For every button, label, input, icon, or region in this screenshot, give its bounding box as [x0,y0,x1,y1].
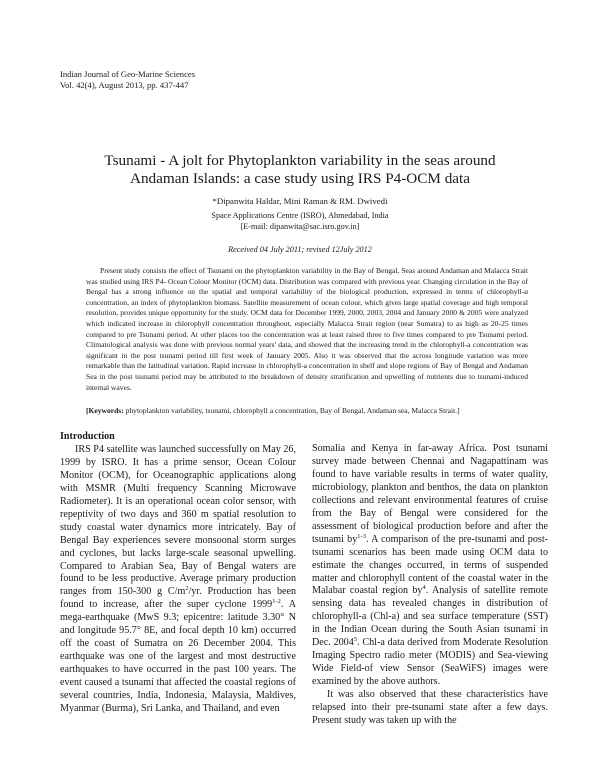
keywords [86,406,528,417]
citation-4: 4 [422,584,426,592]
intro-text-2d: . Chl-a data derived from Moderate Resolution Imaging Spectro radio meter (MODIS) and Sea-viewing Wide Field-of view Sensor (SeaWiFS) images were examined by the above authors. [312,637,548,688]
intro-paragraph-1 [60,444,296,716]
abstract-text-1: Present study consists the effect of Tsunami on the phytoplankton variability in the Bay of Bengal, Seas around Andaman and Malacca Strait was studied using IRS P4- Ocean Colour Monitor (OCM) data. Distribution was compared with previous year. Changing circulation in the Bay of Bengal has a strong influence on the spatial and temporal variability of the biological production, expressed in terms of chlorophyll- [86,266,528,297]
abstract-italic-a: a [524,287,528,297]
intro-paragraph-2: It was also observed that these characteristics have relapsed into their pre-tsunami state after a few days. Present study was taken up with the [312,689,548,727]
journal-issue: Vol. 42(4), August 2013, pp. 437-447 [60,80,189,90]
intro-text-2c: . Analysis of satellite remote sensing data has revealed changes in distribution of chlorophyll-a (Chl-a) and sea surface temperature (SST) in the Indian Ocean during the South Asian tsunami in Dec. 2004 [312,585,548,649]
superscript-2: 2 [185,585,189,593]
intro-text-2b: . A comparison of the pre-tsunami and post-tsunami scenarios has been made using OCM data to estimate the changes occurred, in terms of suspended matter and chlorophyll content of the coastal water in the Malabar coastal region by [312,533,548,597]
affiliation-email: [E-mail: dipanwita@sac.isro.gov.in] [240,221,360,231]
journal-header [60,69,195,91]
column-right [312,443,548,728]
intro-text-1a: IRS P4 satellite was launched successfully on May 26, 1999 by ISRO. It has a prime sensor, Ocean Colour Monitor (OCM), for Oceanographic applications along with MSMR (Multi frequency Scanning Microwave Radiometer). It is an operational ocean color sensor, with repeptivity of two days and 360 m spatial resolution to study coastal water dynamics more intricately. Bay of Bengal Bay experiences severe monsoonal storm surges and cyclones, but lacks large-scale seasonal upwelling. Compared to Arabian Sea, Bay of Bengal waters are found to be less productive. Average primary production ranges from 150-300 g C/m [60,443,296,598]
authors: *Dipanwita Haldar, Mini Raman & RM. Dwivedi [212,196,388,206]
keywords-label: [Keywords: [86,406,124,415]
paper-title [40,152,560,188]
intro-text-1c: . A mega-earthquake (MwS 9.3; epicentre: latitude 3.30° N and longitude 95.7° 8E, and focal depth 10 km) occurred off the coast of Sumatra on 26 December 2004. This earthquake was one of the largest and most destructive earthquakes to have occurred in the past 100 years. The event caused a tsunami that affected the coastal regions of several countries, India, Indonesia, Malaysia, Maldives, Myanmar (Burma), Sri Lanka, and Thailand, and even [60,599,296,715]
intro-paragraph-1-cont [312,443,548,689]
abstract-text-2: concentration, an index of phytoplankton biomass. Satellite measurement of ocean colour, which gives large spatial coverage and high temporal resolution, provides unique opportunity for the study. OCM data for December 1999, 2000, 2003, 2004 and January 2000 & 2005 were analyzed which indicated increase in chlorophyll concentration throughout, especially Malacca Strait region (near Sumatra) to as high as 20-25 times compared to pre Tsunami period. At other places too the concentration was at least raised three to five times compared to pre Tsunami period. Climatological analysis was done with previous normal years' data, and showed that the increasing trend in the chlorophyll-a concentration was significant in the post tsunami period till first week of January 2005. Also it was observed that the across longitude variation was more remarkable than the latitudinal variation. Rapid increase in chlorophyll-a concentration in shelf and slope regions of Bay of Bengal and Andaman Sea in the post tsunami period may be attributed to the breakdown of density stratification and upwelling of nutrients due to tsunami-induced internal waves. [86,297,528,392]
keywords-text: phytoplankton variability, tsunami, chlorophyll a concentration, Bay of Bengal, Andaman sea, Malacca Strait.] [123,406,460,415]
title-line-2: Andaman Islands: a case study using IRS P4-OCM data [130,170,470,187]
journal-name: Indian Journal of Geo-Marine Sciences [60,69,196,79]
section-heading-introduction: Introduction [60,431,115,442]
title-line-1: Tsunami - A jolt for Phytoplankton variability in the seas around [104,152,496,169]
citation-5: 5 [353,636,358,644]
citation-1-3: 1-3 [357,532,366,540]
column-left [60,431,296,716]
affiliation-institute: Space Applications Centre (ISRO), Ahmedabad, India [211,211,389,220]
abstract [86,266,528,393]
citation-1-2: 1-2 [272,598,281,606]
intro-text-2a: Somalia and Kenya in far-away Africa. Post tsunami survey made between Chennai and Nagapattinam was found to have variable results in terms of water quality, microbiology, plankton and benthos, the data on plankton collections and relevant environmental features of cruise from the Bay of Bengal were considered for the assessment of biological production before and after the tsunami by [312,443,548,545]
received-dates: Received 04 July 2011; revised 12July 2012 [228,245,372,254]
intro-text-1b: /yr. Production has been found to increase, after the super cyclone 1999 [60,586,296,611]
affiliation [40,211,560,232]
